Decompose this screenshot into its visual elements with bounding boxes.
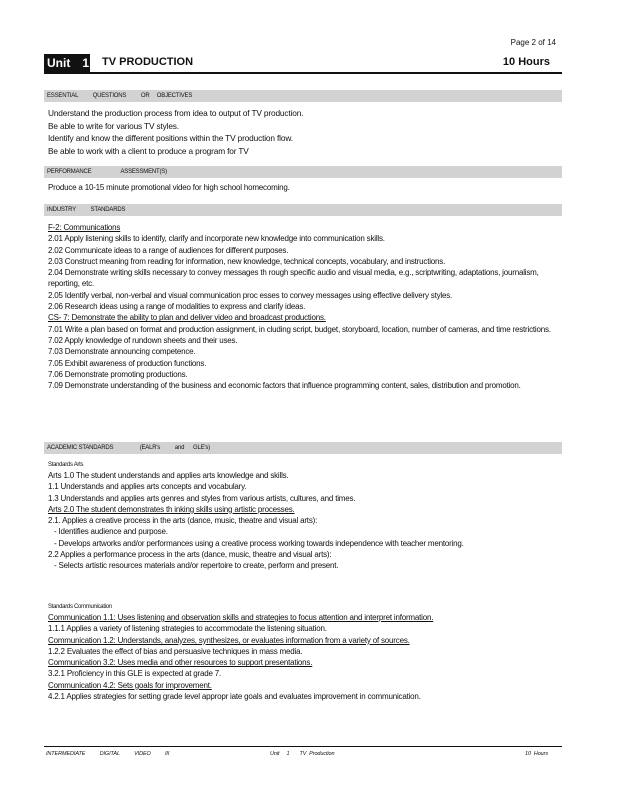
- objective-line: Be able to write for various TV styles.: [48, 120, 179, 131]
- unit-header: [44, 54, 562, 74]
- industry-standards-list: [48, 222, 558, 391]
- arts-standards-list: [48, 460, 558, 572]
- standard-line: 7.06 Demonstrate promoting productions.: [48, 369, 188, 379]
- standard-group-heading: Communication 3.2: Uses media and other resources to support presentations.: [48, 658, 313, 668]
- standard-line: 2.02 Communicate ideas to a range of audiences for different purposes.: [48, 245, 289, 255]
- footer-hours: 10 Hours: [525, 751, 548, 757]
- standard-line: 2.06 Research ideas using a range of modalities to express and clarify ideas.: [48, 302, 306, 312]
- unit-label: Unit: [47, 56, 71, 70]
- standard-line: 1.1 Understands and applies arts concepts and vocabulary.: [48, 482, 247, 492]
- essential-questions-heading: ESSENTIAL QUESTIONS OR OBJECTIVES: [44, 90, 562, 102]
- industry-standards-heading: INDUSTRY STANDARDS: [44, 204, 562, 216]
- standard-line: 1.1.1 Applies a variety of listening strategies to accommodate the listening situation.: [48, 624, 327, 634]
- objective-line: Be able to work with a client to produce a program for TV: [48, 145, 249, 156]
- standard-line: - Identifies audience and purpose.: [54, 527, 168, 537]
- standard-group-heading: Communication 1.2: Understands, analyzes, synthesizes, or evaluates information from a variety of sources.: [48, 635, 410, 645]
- standard-line: 2.01 Apply listening skills to identify, clarify and incorporate new knowledge into communication skills.: [48, 234, 385, 244]
- standard-line: 7.01 Write a plan based on format and production assignment, in cluding script, budget, storyboard, location, number of cameras, and time restrictions.: [48, 324, 551, 334]
- unit-label-box: [44, 54, 90, 72]
- objective-line: Identify and know the different positions within the TV production flow.: [48, 133, 293, 144]
- standard-line: 2.1. Applies a creative process in the arts (dance, music, theatre and visual arts):: [48, 516, 318, 526]
- standard-group-heading: Communication 1.1: Uses listening and observation skills and strategies to focus attention and interpret information.: [48, 613, 434, 622]
- standard-line: - Selects artistic resources materials and/or repertoire to create, perform and present.: [54, 561, 339, 571]
- objective-line: Understand the production process from idea to output of TV production.: [48, 108, 304, 118]
- standard-line: 7.09 Demonstrate understanding of the business and economic factors that influence programming content, sales, distribution and promotion.: [48, 381, 521, 391]
- performance-assessment-list: [48, 182, 558, 193]
- standard-line: 2.2 Applies a performance process in the arts (dance, music, theatre and visual arts):: [48, 550, 332, 560]
- communication-standards-heading: Standards Communication: [48, 604, 112, 610]
- footer-course: INTERMEDIATE DIGITAL VIDEO III: [46, 751, 170, 757]
- standard-line: 7.02 Apply knowledge of rundown sheets and their uses.: [48, 335, 238, 345]
- standard-line: 1.2.2 Evaluates the effect of bias and persuasive techniques in mass media.: [48, 646, 303, 656]
- standard-line: 1.3 Understands and applies arts genres and styles from various artists, cultures, and times.: [48, 493, 356, 503]
- unit-title: TV PRODUCTION: [102, 56, 194, 68]
- unit-number: 1: [82, 56, 90, 70]
- communication-standards-list: [48, 602, 558, 702]
- performance-assessment-heading: PERFORMANCE ASSESSMENT(S): [44, 166, 562, 178]
- standard-line: 7.03 Demonstrate announcing competence.: [48, 347, 196, 357]
- standard-line: Arts 1.0 The student understands and applies arts knowledge and skills.: [48, 471, 289, 480]
- standard-line: 3.2.1 Proficiency in this GLE is expected at grade 7.: [48, 669, 222, 679]
- standard-line: 2.03 Construct meaning from reading for information, new knowledge, technical concepts, vocabulary, and instructions.: [48, 256, 446, 266]
- standard-line: 2.05 Identify verbal, non-verbal and visual communication proc esses to convey messages using effective delivery styles.: [48, 290, 453, 300]
- footer-unit: Unit 1 TV Production: [270, 751, 335, 757]
- standard-group-heading: CS- 7: Demonstrate the ability to plan and deliver video and broadcast productions.: [48, 313, 326, 323]
- standard-group-heading: F-2: Communications: [48, 223, 121, 232]
- standard-line: - Develops artworks and/or performances using a creative process working towards independence with teacher mentoring.: [54, 538, 464, 548]
- essential-questions-list: [48, 107, 558, 157]
- unit-hours: 10 Hours: [502, 56, 550, 68]
- standard-line: 4.2.1 Applies strategies for setting grade level appropr iate goals and evaluates improvement in communication.: [48, 692, 421, 702]
- page-footer: [44, 746, 562, 759]
- standard-line: 7.05 Exhibit awareness of production functions.: [48, 358, 207, 368]
- standard-line: 2.04 Demonstrate writing skills necessary to convey messages th rough specific audio and visual media, e.g., scriptwriting, adaptations, journalism, reporting, etc.: [48, 268, 539, 289]
- assessment-line: Produce a 10-15 minute promotional video for high school homecoming.: [48, 183, 290, 192]
- academic-standards-heading: ACADEMIC STANDARDS (EALR's and GLE's): [44, 442, 562, 454]
- page-number: Page 2 of 14: [510, 38, 556, 47]
- arts-standards-heading: Standards Arts: [48, 462, 84, 468]
- standard-group-heading: Arts 2.0 The student demonstrates th inking skills using artistic processes.: [48, 504, 295, 514]
- standard-group-heading: Communication 4.2: Sets goals for improvement.: [48, 680, 212, 690]
